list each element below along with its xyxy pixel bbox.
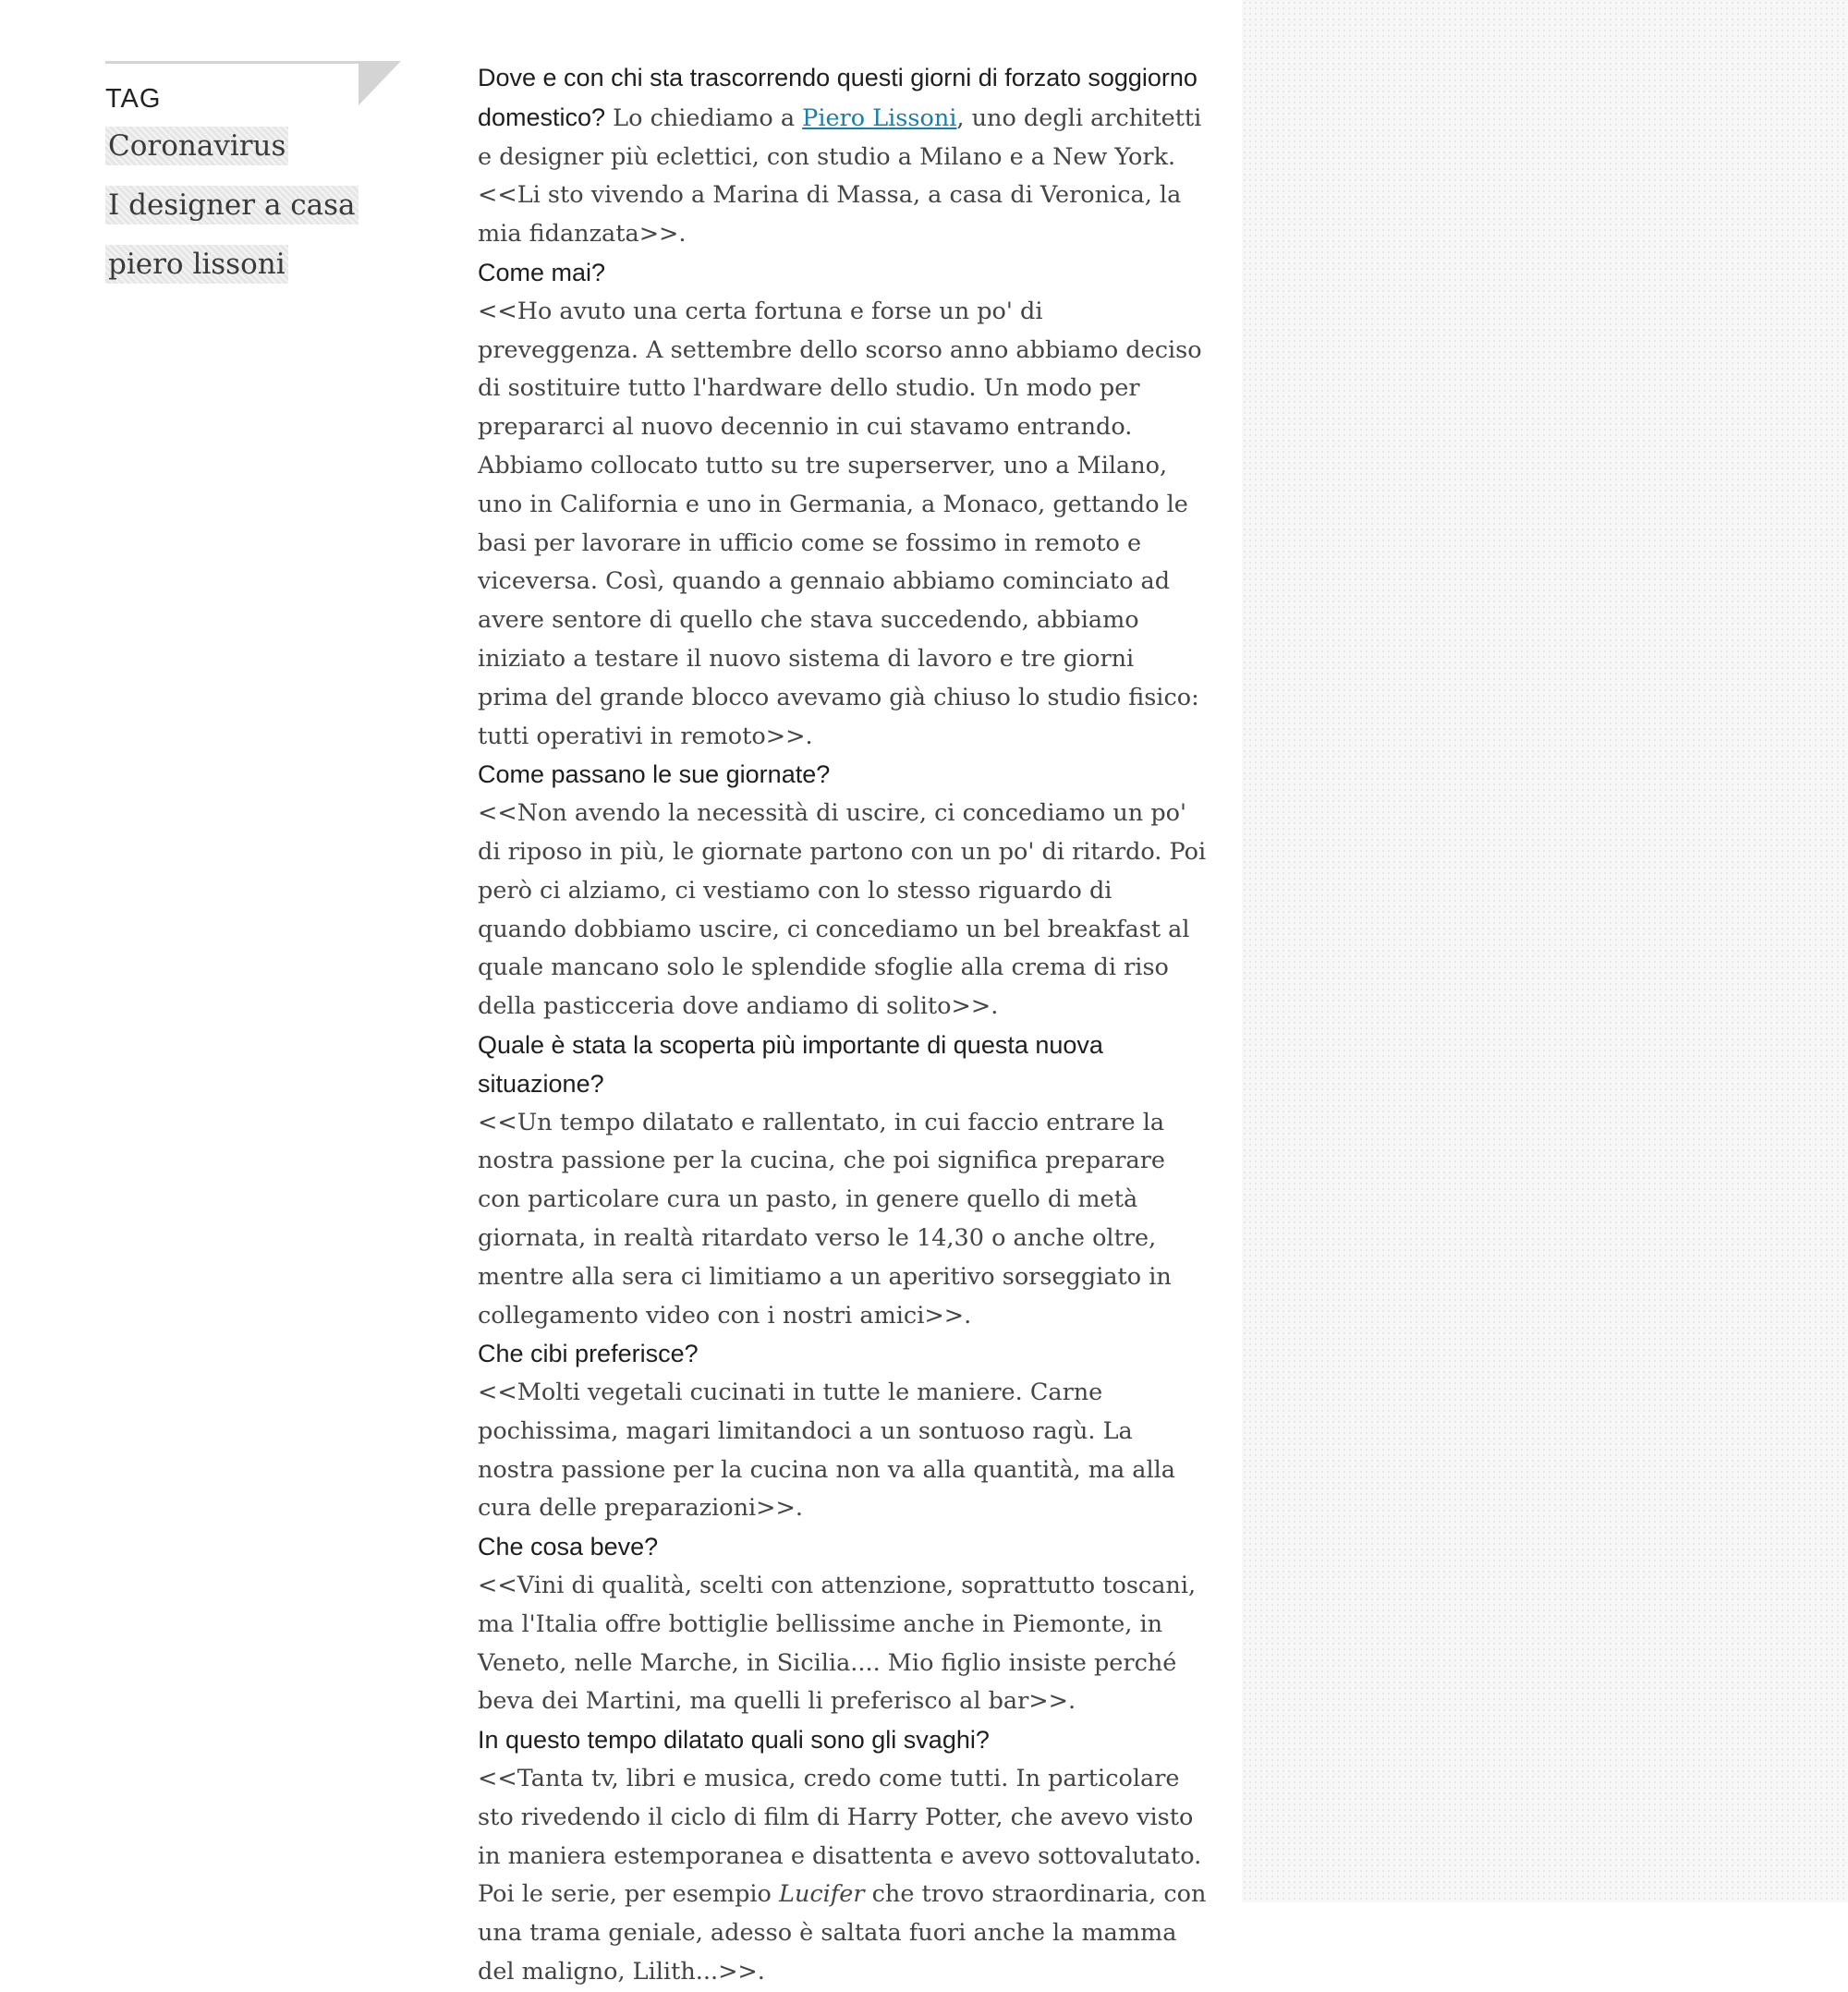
question: Quale è stata la scoperta più importante di questa nuova situazione? xyxy=(478,1030,1103,1098)
question: In questo tempo dilatato quali sono gli svaghi? xyxy=(478,1726,990,1755)
piero-lissoni-link[interactable]: Piero Lissoni xyxy=(802,103,957,132)
answer: <<Molti vegetali cucinati in tutte le maniere. Carne pochissima, magari limitandoci a un sontuoso ragù. La nostra passione per la cucina non va alla quantità, ma alla cura delle preparazioni>>. xyxy=(478,1379,1175,1523)
tag-coronavirus[interactable]: Coronavirus xyxy=(105,127,288,165)
intro-text-cont: , uno degli architetti e designer più eclettici, con studio a Milano e a New York. <<Li sto vivendo a Marina di Massa, a casa di Veronica, la mia fidanzata>>. xyxy=(478,103,1202,249)
tag-i-designer-a-casa[interactable]: I designer a casa xyxy=(105,186,359,225)
question: Come passano le sue giornate? xyxy=(478,760,831,789)
answer: <<Non avendo la necessità di uscire, ci concediamo un po' di riposo in più, le giornate partono con un po' di ritardo. Poi però ci alziamo, ci vestiamo con lo stesso riguardo di quando dobbiamo uscire, ci concediamo un bel breakfast al quale mancano solo le splendide sfoglie alla crema di riso della pasticceria dove andiamo di solito>>. xyxy=(478,799,1207,1021)
folded-corner-icon xyxy=(359,61,401,105)
answer: <<Vini di qualità, scelti con attenzione, soprattutto toscani, ma l'Italia offre bottiglie bellissime anche in Piemonte, in Veneto, nelle Marche, in Sicilia.... Mio figlio insiste perché beva dei Martini, ma quelli li preferisco al bar>>. xyxy=(478,1572,1197,1716)
tag-sidebar xyxy=(105,61,401,304)
answer: <<Un tempo dilatato e rallentato, in cui faccio entrare la nostra passione per la cucina, che poi significa preparare con particolare cura un pasto, in genere quello di metà giornata, in realtà ritardato verso le 14,30 o anche oltre, mentre alla sera ci limitiamo a un aperitivo sorseggiato in collegamento video con i nostri amici>>. xyxy=(478,1108,1172,1330)
answer xyxy=(478,1760,1208,1992)
question: Che cibi preferisce? xyxy=(478,1340,699,1368)
answer-text-cont: che trovo straordinaria, con una trama geniale, adesso è saltata fuori anche la mamma del maligno, Lilith...>>. xyxy=(478,1880,1207,1986)
background-pattern xyxy=(1242,0,1848,1902)
series-title: Lucifer xyxy=(779,1880,865,1909)
tag-title: TAG xyxy=(105,84,162,114)
answer-text: <<Tanta tv, libri e musica, credo come tutti. In particolare sto rivedendo il ciclo di film di Harry Potter, che avevo visto in maniera estemporanea e disattenta e avevo sottovalutato. Poi le serie, per esempio xyxy=(478,1765,1202,1909)
tag-list xyxy=(105,127,401,304)
answer: <<Ho avuto una certa fortuna e forse un po' di preveggenza. A settembre dello scorso anno abbiamo deciso di sostituire tutto l'hardware dello studio. Un modo per prepararci al nuovo decennio in cui stavamo entrando. Abbiamo collocato tutto su tre superserver, uno a Milano, uno in California e uno in Germania, a Monaco, gettando le basi per lavorare in ufficio come se fossimo in remoto e viceversa. Così, quando a gennaio abbiamo cominciato ad avere sentore di quello che stava succedendo, abbiamo iniziato a testare il nuovo sistema di lavoro e tre giorni prima del grande blocco avevamo già chiuso lo studio fisico: tutti operativi in remoto>>. xyxy=(478,297,1202,750)
article-body xyxy=(478,59,1208,1992)
tag-piero-lissoni[interactable]: piero lissoni xyxy=(105,245,288,284)
question: Come mai? xyxy=(478,258,606,286)
intro-text: Lo chiediamo a xyxy=(605,103,803,132)
intro-paragraph xyxy=(478,59,1208,254)
intro-question: Dove e con chi sta trascorrendo questi giorni di forzato soggiorno domestico? xyxy=(478,64,1198,131)
tag-header xyxy=(105,61,360,127)
question: Che cosa beve? xyxy=(478,1533,659,1561)
